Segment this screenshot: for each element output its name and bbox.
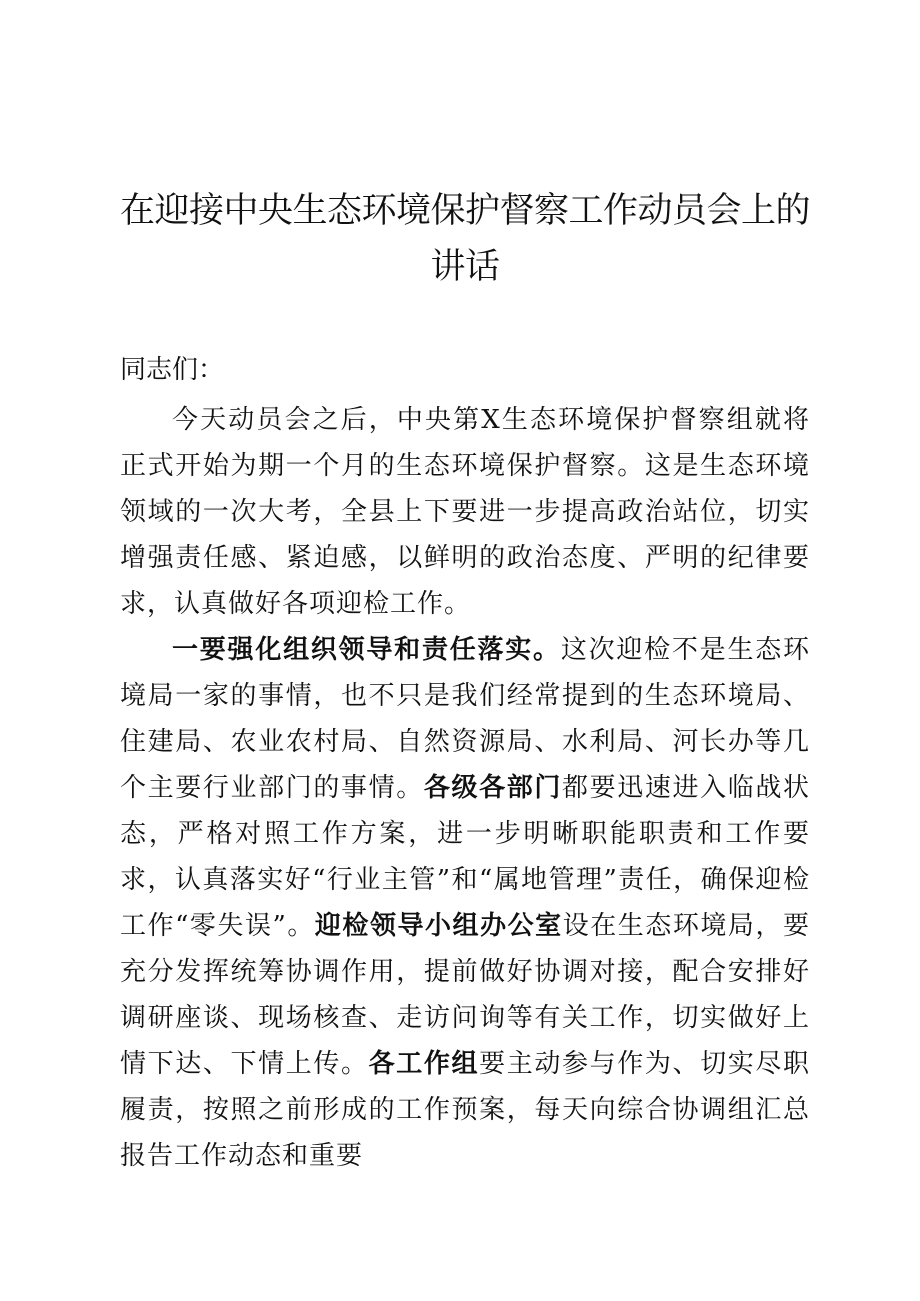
paragraph-intro: 今天动员会之后，中央第X生态环境保护督察组就将正式开始为期一个月的生态环境保护督察。这是生态环境领域的一次大考，全县上下要进一步提高政治站位，切实增强责任感、紧迫感，以鲜明的政治态度、严明的纪律要求，认真做好各项迎检工作。 [120, 405, 810, 619]
paragraph-text: 要主动参与作为、切实尽职履责，按照之前形成的工作预案，每天向综合协调组汇总报告工作动态和重要 [120, 1049, 810, 1171]
paragraph-text: 都要迅速进入临战状态，严格对照工作方案，进一步明晰职能职责和工作要求，认真落实好“行业主管”和“属地管理”责任，确保迎检工作“零失误”。 [120, 773, 810, 941]
paragraph-emphasis: 各工作组 [368, 1049, 480, 1079]
paragraph-heading: 一要强化组织领导和责任落实。 [172, 635, 561, 665]
paragraph-emphasis: 迎检领导小组办公室 [314, 911, 563, 941]
document-title: 在迎接中央生态环境保护督察工作动员会上的讲话 [120, 191, 811, 287]
paragraph-organization [120, 627, 810, 1179]
paragraph-text: 这次迎检不是生态环境局一家的事情，也不只是我们经常提到的生态环境局、住建局、农业农村局、自然资源局、水利局、河长办等几个主要行业部门的事情。 [120, 635, 810, 803]
paragraph-emphasis: 各级各部门 [423, 773, 562, 803]
salutation: 同志们： [120, 355, 225, 385]
paragraph-text: 设在生态环境局，要充分发挥统筹协调作用，提前做好协调对接，配合安排好调研座谈、现场核查、走访问询等有关工作，切实做好上情下达、下情上传。 [120, 911, 810, 1079]
